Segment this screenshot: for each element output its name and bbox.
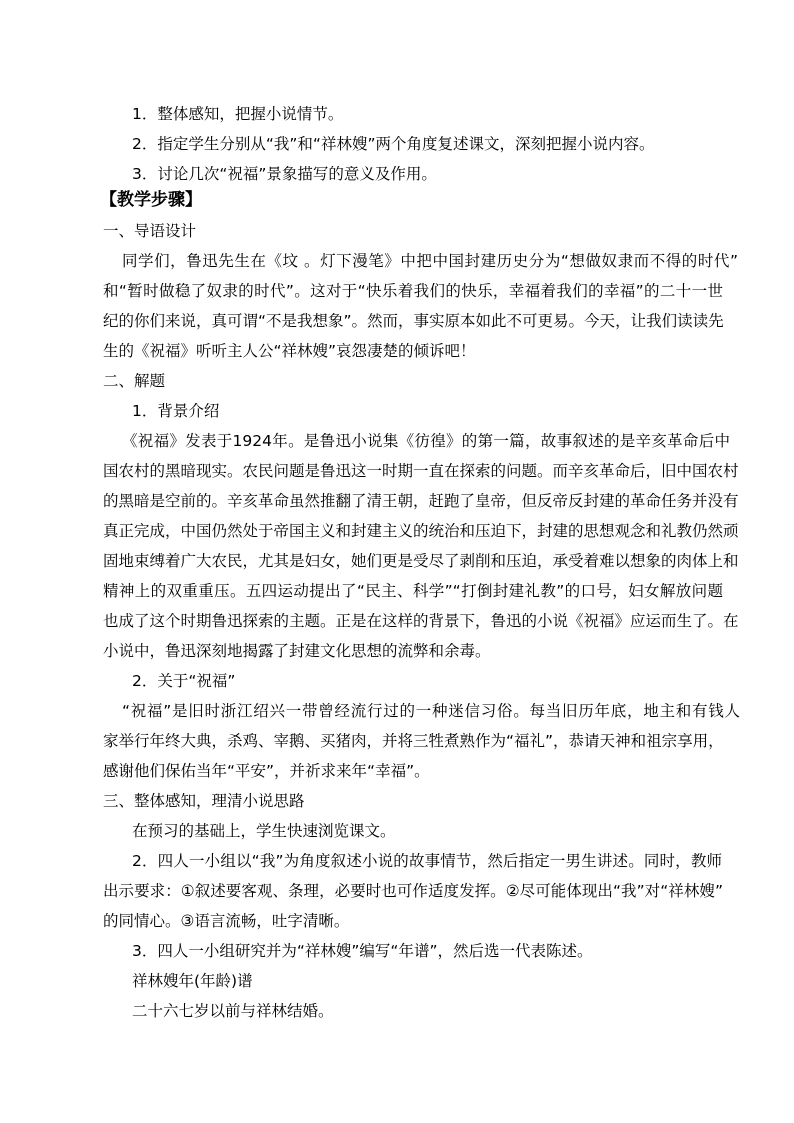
blessing-line-1: “祝福”是旧时浙江绍兴一带曾经流行过的一种迷信习俗。每当旧历年底，地主和有钱人	[122, 702, 740, 720]
background-line-1: 《祝福》发表于1924年。是鲁迅小说集《彷徨》的第一篇，故事叙述的是辛亥革命后中	[122, 432, 730, 450]
background-line-2: 国农村的黑暗现实。农民问题是鲁迅这一时期一直在探索的问题。而辛亥革命后，旧中国农村	[103, 462, 739, 480]
background-line-8: 小说中，鲁迅深刻地揭露了封建文化思想的流弊和余毒。	[103, 642, 491, 660]
background-line-7: 也成了这个时期鲁迅探索的主题。正是在这样的背景下，鲁迅的小说《祝福》应运而生了。在	[103, 612, 739, 630]
background-line-5: 固地束缚着广大农民，尤其是妇女，她们更是受尽了剥削和压迫，承受着难以想象的肉体上和	[103, 552, 739, 570]
blessing-line-2: 家举行年终大典，杀鸡、宰鹅、买猪肉，并将三牲煮熟作为“福礼”，恭请天神和祖宗享用，	[103, 732, 724, 750]
objective-3: 3．讨论几次“祝福”景象描写的意义及作用。	[132, 165, 437, 183]
section3-intro: 在预习的基础上，学生快速浏览课文。	[132, 822, 396, 840]
section1-line-1: 同学们，鲁迅先生在《坟 。灯下漫笔》中把中国封建历史分为“想做奴隶而不得的时代”	[122, 252, 738, 270]
section1-title: 一、导语设计	[103, 222, 197, 240]
section2-title: 二、解题	[103, 372, 166, 390]
section3-item3: 3．四人一小组研究并为“祥林嫂”编写“年谱”，然后选一代表陈述。	[132, 942, 593, 960]
section1-line-3: 纪的你们来说，真可谓“不是我想象”。然而，事实原本如此不可更易。今天，让我们读读先	[103, 312, 724, 330]
section3-item2-line-2: 出示要求：①叙述要客观、条理，必要时也可作适度发挥。②尽可能体现出“我”对“祥林嫂”	[103, 882, 723, 900]
chart-first-entry: 二十六七岁以前与祥林结婚。	[132, 1002, 334, 1020]
section2-sub2-title: 2．关于“祝福”	[132, 672, 236, 690]
section3-title: 三、整体感知，理清小说思路	[103, 792, 305, 810]
section3-item2-line-3: 的同情心。③语言流畅，吐字清晰。	[103, 912, 350, 930]
section1-line-4: 生的《祝福》听听主人公“祥林嫂”哀怨凄楚的倾诉吧！	[103, 342, 476, 360]
section1-line-2: 和“暂时做稳了奴隶的时代”。这对于“快乐着我们的快乐，幸福着我们的幸福”的二十一世	[103, 282, 723, 300]
background-line-3: 的黑暗是空前的。辛亥革命虽然推翻了清王朝，赶跑了皇帝，但反帝反封建的革命任务并没有	[103, 492, 739, 510]
section3-item2-line-1: 2．四人一小组以“我”为角度叙述小说的故事情节，然后指定一男生讲述。同时，教师	[132, 852, 722, 870]
objective-2: 2．指定学生分别从“我”和“祥林嫂”两个角度复述课文，深刻把握小说内容。	[132, 135, 655, 153]
blessing-line-3: 感谢他们保佑当年“平安”，并祈求来年“幸福”。	[103, 762, 430, 780]
chart-title: 祥林嫂年(年龄)谱	[132, 972, 253, 990]
steps-heading: 【教学步骤】	[100, 190, 202, 210]
objective-1: 1．整体感知，把握小说情节。	[132, 105, 344, 123]
section2-sub1-title: 1．背景介绍	[132, 402, 220, 420]
background-line-6: 精神上的双重重压。五四运动提出了“民主、科学”“打倒封建礼教”的口号，妇女解放问题	[103, 582, 723, 600]
background-line-4: 真正完成，中国仍然处于帝国主义和封建主义的统治和压迫下，封建的思想观念和礼教仍然顽	[103, 522, 739, 540]
